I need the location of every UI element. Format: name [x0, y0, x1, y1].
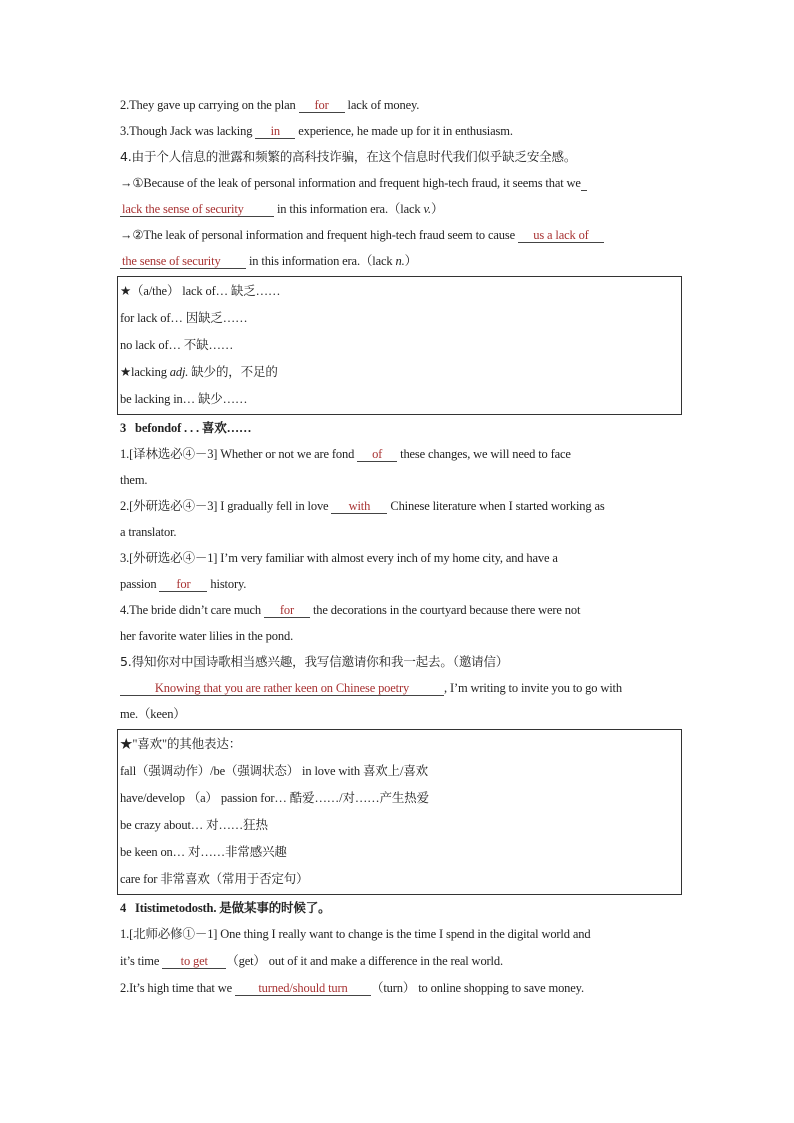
note-text: 缺少的，不足的 [188, 365, 278, 379]
exercise-line: a translator. [120, 525, 177, 539]
note-line: no lack of… 不缺…… [120, 338, 234, 352]
answer-blank: with [331, 499, 387, 514]
exercise-line [120, 675, 682, 701]
answer-blank-start [581, 176, 587, 191]
section-title: Itistimetodosth. 是做某事的时候了。 [135, 901, 331, 915]
question-text: （turn） to online shopping to save money. [370, 981, 584, 995]
question-text: 4.The bride didn’t care much [120, 603, 264, 617]
question-text: , I’m writing to invite you to go with [444, 681, 622, 695]
worksheet [120, 92, 682, 1002]
note-line: for lack of… 因缺乏…… [120, 311, 248, 325]
rewrite-text: ） [430, 202, 444, 216]
answer-blank: for [159, 577, 207, 592]
question-text: experience, he made up for it in enthusiasm. [295, 124, 513, 138]
question-text: the decorations in the courtyard because there were not [309, 603, 581, 617]
note-line: be keen on… 对……非常感兴趣 [120, 845, 287, 859]
question-text: 2.[外研选必④－3] I gradually fell in love [120, 499, 332, 513]
exercise-line [120, 948, 682, 975]
question-text: 2.It’s high time that we [120, 981, 235, 995]
answer-blank: to get [162, 954, 226, 969]
exercise-line: them. [120, 473, 148, 487]
note-line: be crazy about… 对……狂热 [120, 818, 268, 832]
rewrite-line [120, 248, 682, 274]
rewrite-text: ） [404, 254, 417, 268]
note-box [117, 729, 682, 895]
exercise-line: 1.[北师必修①－1] One thing I really want to change is the time I spend in the digital world and [120, 927, 591, 941]
note-line [120, 359, 681, 386]
question-text: 3.Though Jack was lacking [120, 124, 256, 138]
exercise-line [120, 441, 682, 467]
note-line: ★"喜欢"的其他表达： [120, 737, 242, 751]
translation-prompt: 4.由于个人信息的泄露和频繁的高科技诈骗，在这个信息时代我们似乎缺乏安全感。 [120, 149, 577, 164]
note-line: have/develop （a） passion for… 酷爱……/对……产生热爱 [120, 791, 429, 805]
exercise-line: 3.[外研选必④－1] I’m very familiar with almost every inch of my home city, and have a [120, 551, 558, 565]
note-text: ★lacking [120, 365, 170, 379]
exercise-line [120, 493, 682, 519]
exercise-line [120, 975, 682, 1002]
section-heading [120, 895, 682, 921]
rewrite-line [120, 222, 682, 248]
answer-blank: Knowing that you are rather keen on Chinese poetry [120, 681, 444, 696]
question-text: history. [207, 577, 247, 591]
part-of-speech: n. [395, 254, 405, 268]
question-text: Chinese literature when I started working as [387, 499, 605, 513]
section-title: befondof . . . 喜欢…… [135, 421, 252, 435]
exercise-line [120, 92, 682, 118]
question-text: 1.[译林选必④－3] Whether or not we are fond [120, 447, 358, 461]
part-of-speech: adj. [169, 365, 189, 379]
exercise-line [120, 597, 682, 623]
rewrite-text: in this information era.（lack [274, 202, 424, 216]
exercise-line [120, 571, 682, 597]
section-number: 3 [120, 421, 127, 435]
rewrite-line [120, 196, 682, 222]
question-text: 2.They gave up carrying on the plan [120, 98, 299, 112]
note-line: fall（强调动作）/be（强调状态） in love with 喜欢上/喜欢 [120, 764, 429, 778]
section-number: 4 [120, 901, 127, 915]
exercise-line [120, 118, 682, 144]
exercise-line: her favorite water lilies in the pond. [120, 629, 294, 643]
exercise-line: me.（keen） [120, 707, 186, 721]
question-text: passion [120, 577, 160, 591]
answer-blank: us a lack of [518, 228, 604, 243]
rewrite-line [120, 170, 682, 196]
part-of-speech: v. [423, 202, 431, 216]
section-heading [120, 415, 682, 441]
question-text: it’s time [120, 954, 163, 968]
answer-blank: for [264, 603, 310, 618]
question-text: lack of money. [344, 98, 420, 112]
answer-blank: of [357, 447, 397, 462]
translation-prompt: 5.得知你对中国诗歌相当感兴趣，我写信邀请你和我一起去。（邀请信） [120, 654, 509, 669]
answer-blank: the sense of security [120, 254, 246, 269]
rewrite-text: in this information era.（lack [246, 254, 396, 268]
answer-blank: turned/should turn [235, 981, 371, 996]
note-line: be lacking in… 缺少…… [120, 392, 248, 406]
rewrite-text: →②The leak of personal information and frequent high-tech fraud seem to cause [120, 228, 518, 242]
question-text: these changes, we will need to face [397, 447, 571, 461]
question-text: （get） out of it and make a difference in the real world. [226, 954, 503, 968]
note-line: ★（a/the） lack of… 缺乏…… [120, 284, 281, 298]
note-box [117, 276, 682, 415]
rewrite-text: →①Because of the leak of personal information and frequent high-tech fraud, it seems that we [120, 176, 581, 190]
answer-blank: for [299, 98, 345, 113]
answer-blank: in [255, 124, 295, 139]
answer-blank: lack the sense of security [120, 202, 274, 217]
note-line: care for 非常喜欢（常用于否定句） [120, 872, 309, 886]
